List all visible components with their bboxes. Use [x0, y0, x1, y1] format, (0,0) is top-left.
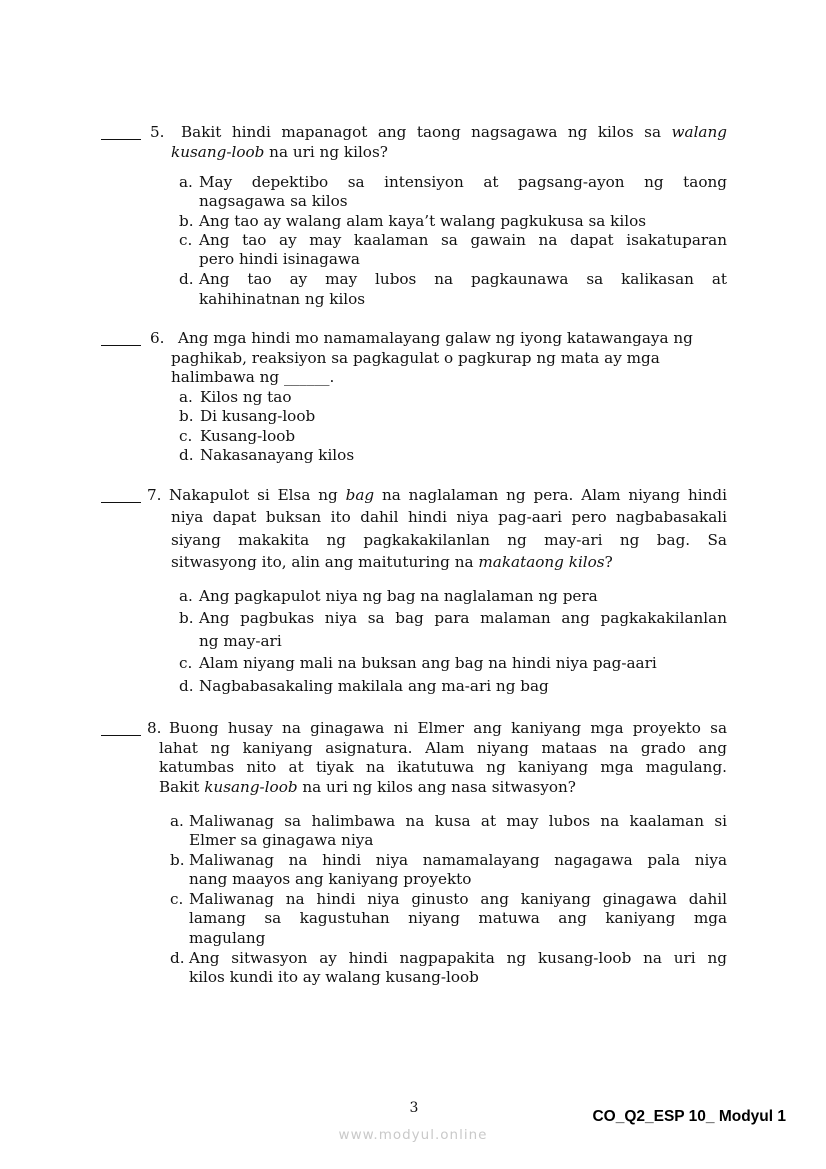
answer-blank[interactable]	[101, 735, 141, 736]
option-d-letter: d.	[179, 270, 194, 288]
option-d: kilos kundi ito ay walang kusang-loob	[189, 968, 479, 986]
question-number: 6.	[150, 329, 165, 347]
option-d: Ang tao ay may lubos na pagkaunawa sa kalikasan at	[199, 270, 727, 288]
option-d-letter: d.	[170, 949, 185, 967]
option-a: Elmer sa ginagawa niya	[189, 831, 374, 849]
option-c: Alam niyang mali na buksan ang bag na hindi niya pag-aari	[199, 654, 657, 672]
option-c: pero hindi isinagawa	[199, 250, 360, 268]
question-stem-line: halimbawa ng ______.	[171, 368, 335, 386]
option-a-letter: a.	[179, 388, 193, 406]
option-c-letter: c.	[179, 654, 193, 672]
question-stem-line: lahat ng kaniyang asignatura. Alam niyang mataas na grado ang	[159, 739, 727, 757]
option-d-letter: d.	[179, 677, 194, 695]
question-stem-line: Bakit hindi mapanagot ang taong nagsagawa ng kilos sa walang	[181, 123, 727, 141]
option-d: Nakasanayang kilos	[200, 446, 355, 464]
question-stem-line: sitwasyong ito, alin ang maituturing na makataong kilos?	[171, 553, 613, 571]
module-code: CO_Q2_ESP 10_ Modyul 1	[592, 1108, 786, 1125]
page-number: 3	[409, 1100, 419, 1116]
option-a: Ang pagkapulot niya ng bag na naglalaman ng pera	[199, 587, 598, 605]
option-c: Ang tao ay may kaalaman sa gawain na dapat isakatuparan	[199, 231, 727, 249]
website-watermark: www.modyul.online	[338, 1127, 488, 1143]
option-c: Kusang-loob	[200, 427, 296, 445]
option-b: nang maayos ang kaniyang proyekto	[189, 870, 472, 888]
option-b: Maliwanag na hindi niya namamalayang nagagawa pala niya	[189, 851, 727, 869]
option-b-letter: b.	[179, 609, 194, 627]
answer-blank[interactable]	[101, 345, 141, 346]
option-c-letter: c.	[179, 427, 193, 445]
question-number: 8.	[147, 719, 162, 737]
question-stem-line: katumbas nito at tiyak na ikatutuwa ng kaniyang mga magulang.	[159, 758, 727, 776]
option-d: Nagbabasakaling makilala ang ma-ari ng bag	[199, 677, 549, 695]
option-c-letter: c.	[179, 231, 193, 249]
option-a-letter: a.	[179, 173, 193, 191]
question-stem-line: paghikab, reaksiyon sa pagkagulat o pagkurap ng mata ay mga	[171, 349, 660, 367]
option-c: Maliwanag na hindi niya ginusto ang kaniyang ginagawa dahil	[189, 890, 727, 908]
question-number: 5.	[150, 123, 165, 141]
option-c: lamang sa kagustuhan niyang matuwa ang kaniyang mga	[189, 909, 727, 927]
question-stem-line: niya dapat buksan ito dahil hindi niya pag-aari pero nagbabasakali	[171, 508, 727, 526]
option-c: magulang	[189, 929, 266, 947]
option-d: kahihinatnan ng kilos	[199, 290, 366, 308]
option-a: Maliwanag sa halimbawa na kusa at may lubos na kaalaman si	[189, 812, 727, 830]
option-b-letter: b.	[179, 407, 194, 425]
question-stem-line: siyang makakita ng pagkakakilanlan ng may-ari ng bag. Sa	[171, 531, 727, 549]
option-a-letter: a.	[179, 587, 193, 605]
option-a-letter: a.	[170, 812, 184, 830]
option-b: Ang pagbukas niya sa bag para malaman ang pagkakakilanlan	[199, 609, 727, 627]
option-b: ng may-ari	[199, 632, 282, 650]
question-stem-line: Buong husay na ginagawa ni Elmer ang kaniyang mga proyekto sa	[169, 719, 727, 737]
option-d: Ang sitwasyon ay hindi nagpapakita ng kusang-loob na uri ng	[189, 949, 727, 967]
option-b-letter: b.	[170, 851, 185, 869]
option-a: May depektibo sa intensiyon at pagsang-ayon ng taong	[199, 173, 727, 191]
question-stem-line: Ang mga hindi mo namamalayang galaw ng iyong katawangaya ng	[178, 329, 693, 347]
option-a: nagsagawa sa kilos	[199, 192, 348, 210]
question-stem-line: Bakit kusang-loob na uri ng kilos ang nasa sitwasyon?	[159, 778, 576, 796]
option-a: Kilos ng tao	[200, 388, 292, 406]
option-b-letter: b.	[179, 212, 194, 230]
option-c-letter: c.	[170, 890, 184, 908]
question-stem-line: kusang-loob na uri ng kilos?	[171, 143, 388, 161]
answer-blank[interactable]	[101, 502, 141, 503]
question-number: 7.	[147, 486, 162, 504]
option-b: Di kusang-loob	[200, 407, 316, 425]
answer-blank[interactable]	[101, 139, 141, 140]
question-stem-line: Nakapulot si Elsa ng bag na naglalaman ng pera. Alam niyang hindi	[169, 486, 728, 504]
option-b: Ang tao ay walang alam kaya’t walang pagkukusa sa kilos	[199, 212, 647, 230]
option-d-letter: d.	[179, 446, 194, 464]
